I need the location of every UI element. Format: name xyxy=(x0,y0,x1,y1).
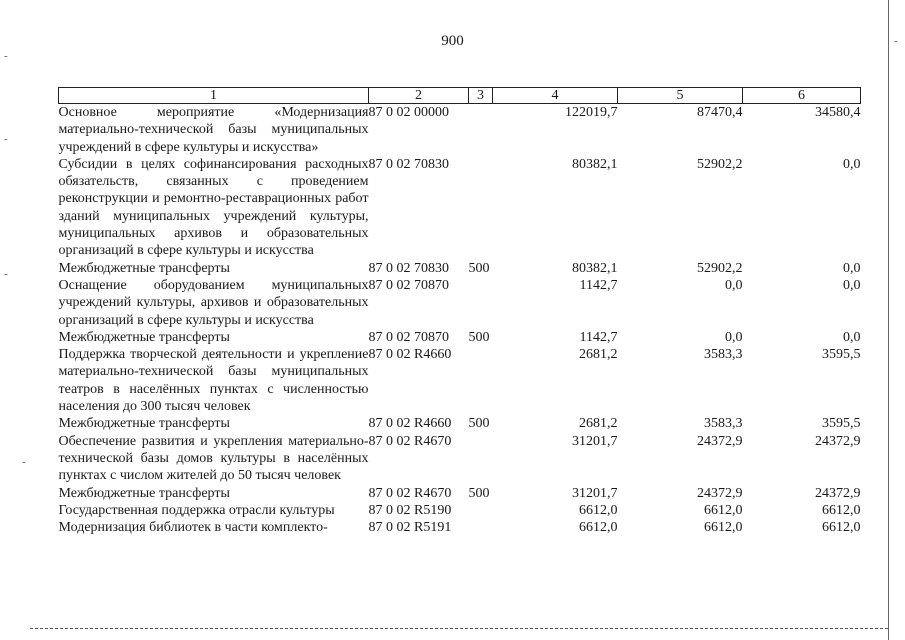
row-code: 87 0 02 R4660 xyxy=(368,347,452,363)
row-type: 500 xyxy=(468,260,490,276)
row-type xyxy=(469,502,493,519)
row-value-col6: 0,0 xyxy=(843,260,861,276)
row-name: Модернизация библиотек в части комплекто- xyxy=(58,520,328,536)
column-header: 3 xyxy=(469,88,493,104)
row-value-col4: 1142,7 xyxy=(579,329,618,345)
row-type xyxy=(469,433,493,485)
row-code: 87 0 02 R4660 xyxy=(368,416,452,432)
row-type xyxy=(469,156,493,260)
row-value-col6: 24372,9 xyxy=(815,485,861,501)
row-code: 87 0 02 70830 xyxy=(368,156,449,172)
row-value-col6: 6612,0 xyxy=(822,520,861,536)
table-row xyxy=(59,277,861,329)
row-value-col5: 0,0 xyxy=(725,277,743,293)
row-name: Межбюджетные трансферты xyxy=(58,260,230,276)
page-number: 900 xyxy=(441,33,464,49)
row-name: Межбюджетные трансферты xyxy=(58,416,230,432)
table-row xyxy=(59,433,861,485)
row-value-col5: 6612,0 xyxy=(704,520,743,536)
row-value-col5: 24372,9 xyxy=(697,485,743,501)
row-name: Обеспечение развития и укрепления материально-технической базы домов культуры в населённых пунктах с числом жителей до 50 тысяч человек xyxy=(58,433,369,484)
column-header: 1 xyxy=(59,88,369,104)
row-value-col6: 0,0 xyxy=(843,329,861,345)
row-type xyxy=(469,346,493,415)
row-code: 87 0 02 70870 xyxy=(368,329,449,345)
row-value-col4: 31201,7 xyxy=(572,485,618,501)
table-row xyxy=(59,260,861,277)
table-row xyxy=(59,502,861,519)
margin-mark: - xyxy=(22,456,26,468)
row-type xyxy=(469,277,493,329)
row-value-col6: 3595,5 xyxy=(822,347,861,363)
row-value-col6: 6612,0 xyxy=(822,502,861,518)
page-bottom-line xyxy=(30,628,888,629)
table-row xyxy=(59,329,861,346)
row-name: Межбюджетные трансферты xyxy=(58,329,230,345)
table-row xyxy=(59,415,861,432)
row-type: 500 xyxy=(468,416,490,432)
row-name: Государственная поддержка отрасли культуры xyxy=(58,502,335,518)
row-code: 87 0 02 R5190 xyxy=(368,502,452,518)
table-row xyxy=(59,156,861,260)
row-type xyxy=(469,104,493,156)
row-type xyxy=(469,519,493,536)
row-name: Межбюджетные трансферты xyxy=(58,485,230,501)
row-value-col5: 24372,9 xyxy=(697,433,743,449)
margin-mark: - xyxy=(4,50,8,62)
row-value-col6: 0,0 xyxy=(843,277,861,293)
margin-mark: - xyxy=(4,133,8,145)
row-code: 87 0 02 R4670 xyxy=(368,433,452,449)
row-name: Основное мероприятие «Модернизация материально-технической базы муниципальных учреждений в сфере культуры и искусства» xyxy=(58,105,369,155)
column-header: 6 xyxy=(743,88,861,104)
column-header: 5 xyxy=(618,88,743,104)
row-code: 87 0 02 70870 xyxy=(368,277,449,293)
row-value-col4: 122019,7 xyxy=(565,105,618,120)
row-code: 87 0 02 00000 xyxy=(368,105,449,120)
row-value-col6: 34580,4 xyxy=(815,105,861,120)
budget-table xyxy=(58,87,861,536)
row-value-col5: 6612,0 xyxy=(704,502,743,518)
row-value-col4: 80382,1 xyxy=(572,156,618,172)
row-value-col5: 3583,3 xyxy=(704,347,743,363)
row-value-col4: 1142,7 xyxy=(579,277,618,293)
table-row xyxy=(59,485,861,502)
row-value-col4: 2681,2 xyxy=(579,416,618,432)
table-row xyxy=(59,346,861,415)
row-value-col4: 31201,7 xyxy=(572,433,618,449)
row-value-col5: 3583,3 xyxy=(704,416,743,432)
row-code: 87 0 02 R5191 xyxy=(368,520,452,536)
row-value-col6: 3595,5 xyxy=(822,416,861,432)
column-header: 4 xyxy=(493,88,618,104)
table-header-row xyxy=(59,88,861,104)
row-type: 500 xyxy=(468,329,490,345)
row-value-col6: 0,0 xyxy=(843,156,861,172)
row-value-col4: 6612,0 xyxy=(579,520,618,536)
column-header: 2 xyxy=(369,88,469,104)
row-name: Субсидии в целях софинансирования расходных обязательств, связанных с проведением реконструкции и ремонтно-реставрационных работ зданий муниципальных учреждений культуры, муниципальных архивов и образовательных организаций в сфере культуры и искусства xyxy=(58,156,369,259)
row-code: 87 0 02 70830 xyxy=(368,260,449,276)
row-value-col5: 52902,2 xyxy=(697,260,743,276)
row-name: Оснащение оборудованием муниципальных учреждений культуры, архивов и образовательных организаций в сфере культуры и искусства xyxy=(58,277,369,328)
table-row xyxy=(59,104,861,156)
margin-mark: - xyxy=(4,268,8,280)
row-type: 500 xyxy=(468,485,490,501)
row-value-col5: 87470,4 xyxy=(697,105,743,120)
row-value-col5: 52902,2 xyxy=(697,156,743,172)
row-value-col6: 24372,9 xyxy=(815,433,861,449)
row-value-col4: 80382,1 xyxy=(572,260,618,276)
row-value-col4: 2681,2 xyxy=(579,347,618,363)
row-value-col5: 0,0 xyxy=(725,329,743,345)
row-value-col4: 6612,0 xyxy=(579,502,618,518)
row-name: Поддержка творческой деятельности и укрепление материально-технической базы муниципальных театров в населённых пунктах с численностью населения до 300 тысяч человек xyxy=(58,347,369,415)
table-row xyxy=(59,519,861,536)
row-code: 87 0 02 R4670 xyxy=(368,485,452,501)
margin-mark: - xyxy=(894,35,898,47)
page-edge-line xyxy=(888,0,889,640)
